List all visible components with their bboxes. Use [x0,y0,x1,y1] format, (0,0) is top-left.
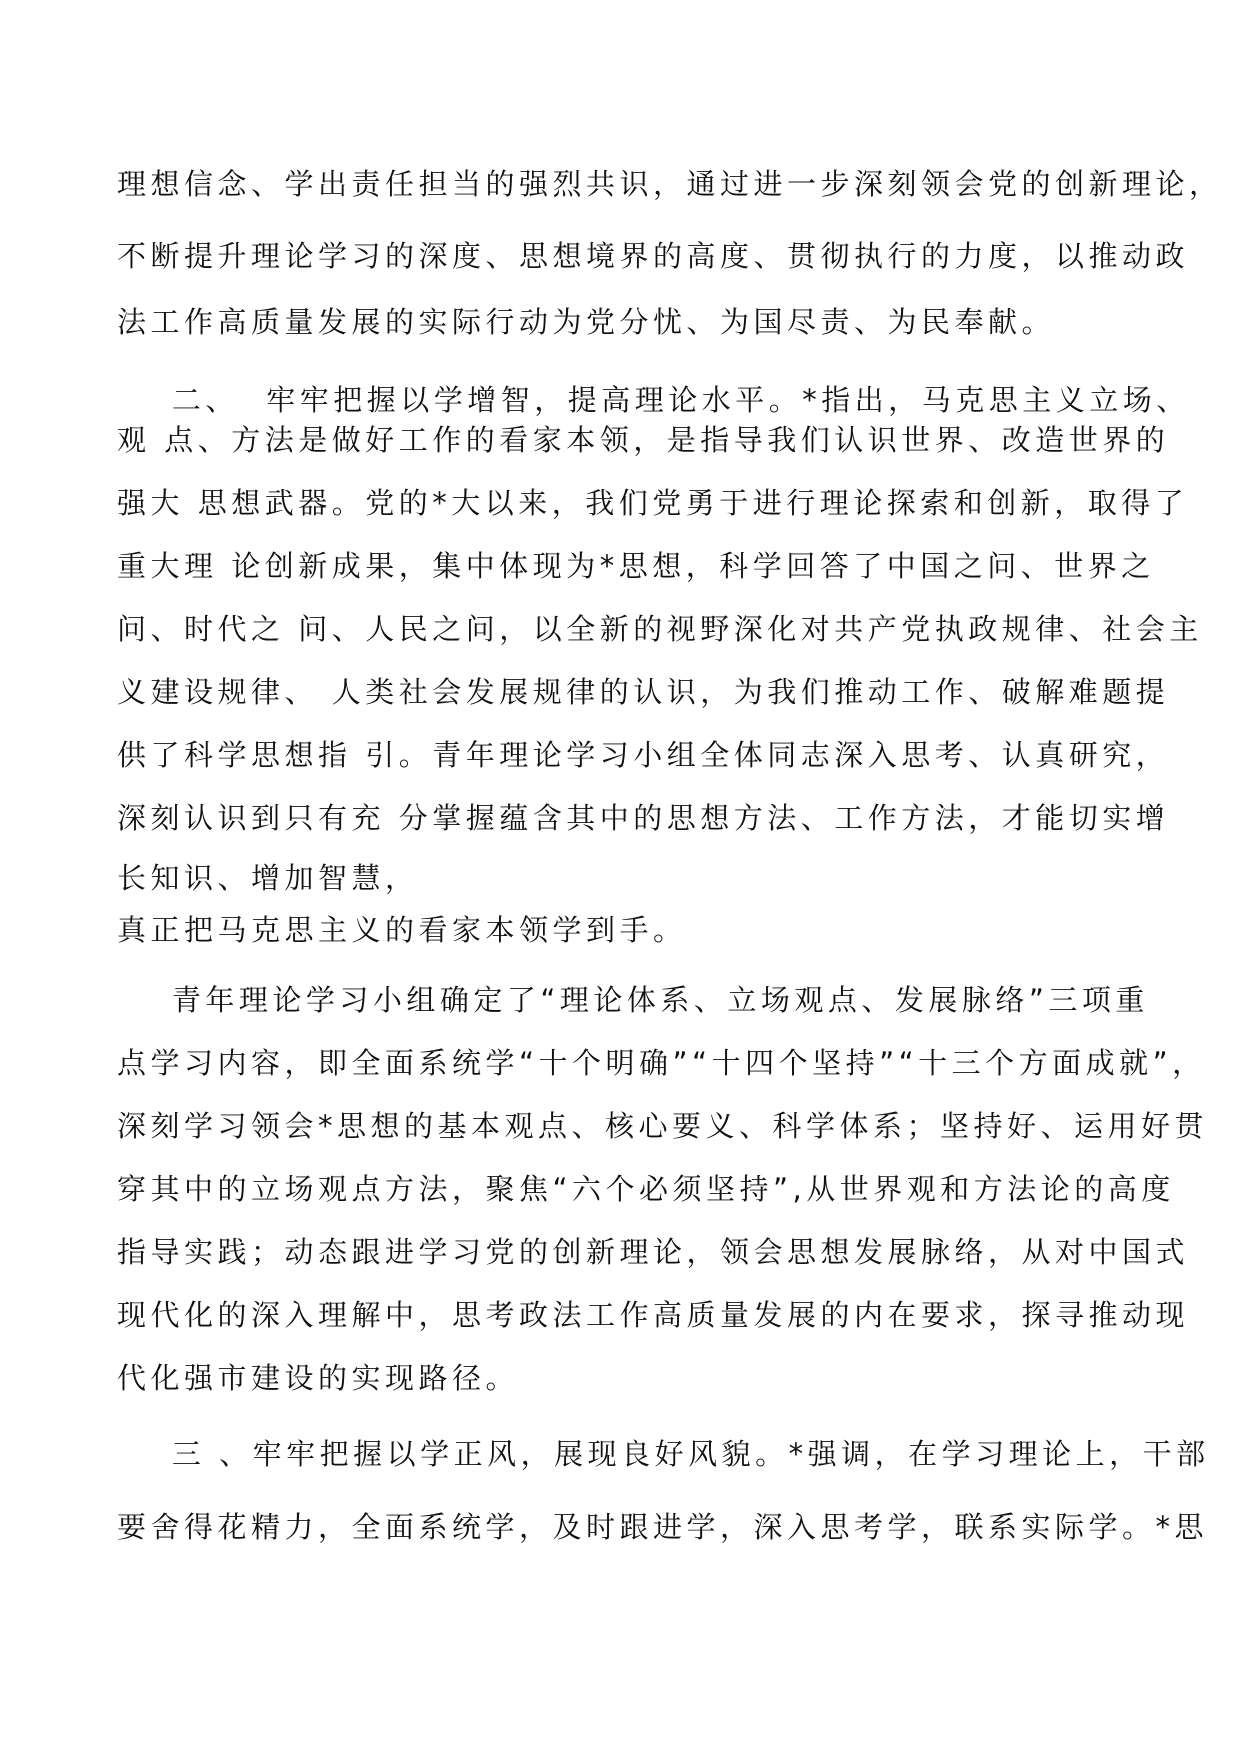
text-line: 二、 牢牢把握以学增智，提高理论水平。*指出，马克思主义立场、 [117,383,1190,417]
text-line: 义建设规律、 人类社会发展规律的认识，为我们推动工作、破解难题提 [117,675,1170,709]
text-line: 现代化的深入理解中，思考政法工作高质量发展的内在要求，探寻推动现 [117,1298,1190,1332]
text-line: 代化强市建设的实现路径。 [117,1361,520,1395]
text-line: 问、时代之 问、人民之问，以全新的视野深化对共产党执政规律、社会主 [117,612,1203,646]
text-line: 真正把马克思主义的看家本领学到手。 [117,913,687,947]
text-line: 指导实践；动态跟进学习党的创新理论，领会思想发展脉络，从对中国式 [117,1235,1190,1269]
text-line: 法工作高质量发展的实际行动为党分忧、为国尽责、为民奉献。 [117,305,1056,339]
text-line: 三 、牢牢把握以学正风，展现良好风貌。*强调，在学习理论上，干部 [117,1437,1210,1471]
text-line: 深刻学习领会*思想的基本观点、核心要义、科学体系；坚持好、运用好贯 [117,1109,1209,1143]
text-line: 青年理论学习小组确定了“理论体系、立场观点、发展脉络”三项重 [117,983,1149,1017]
text-line: 观 点、方法是做好工作的看家本领，是指导我们认识世界、改造世界的 [117,423,1170,457]
text-line: 不断提升理论学习的深度、思想境界的高度、贯彻执行的力度，以推动政 [117,239,1190,273]
text-line: 深刻认识到只有充 分掌握蕴含其中的思想方法、工作方法，才能切实增 [117,801,1170,835]
text-line: 强大 思想武器。党的*大以来，我们党勇于进行理论探索和创新，取得了 [117,486,1189,520]
text-line: 重大理 论创新成果，集中体现为*思想，科学回答了中国之问、世界之 [117,549,1155,583]
text-line: 长知识、增加智慧， [117,861,419,895]
text-line: 穿其中的立场观点方法，聚焦“六个必须坚持”,从世界观和方法论的高度 [117,1172,1175,1206]
text-line: 供了科学思想指 引。青年理论学习小组全体同志深入思考、认真研究， [117,738,1170,772]
text-line: 点学习内容，即全面系统学“十个明确”“十四个坚持”“十三个方面成就”， [117,1046,1206,1080]
text-line: 理想信念、学出责任担当的强烈共识，通过进一步深刻领会党的创新理论， [117,167,1223,201]
text-line: 要舍得花精力，全面系统学，及时跟进学，深入思考学，联系实际学。*思 [117,1510,1209,1544]
